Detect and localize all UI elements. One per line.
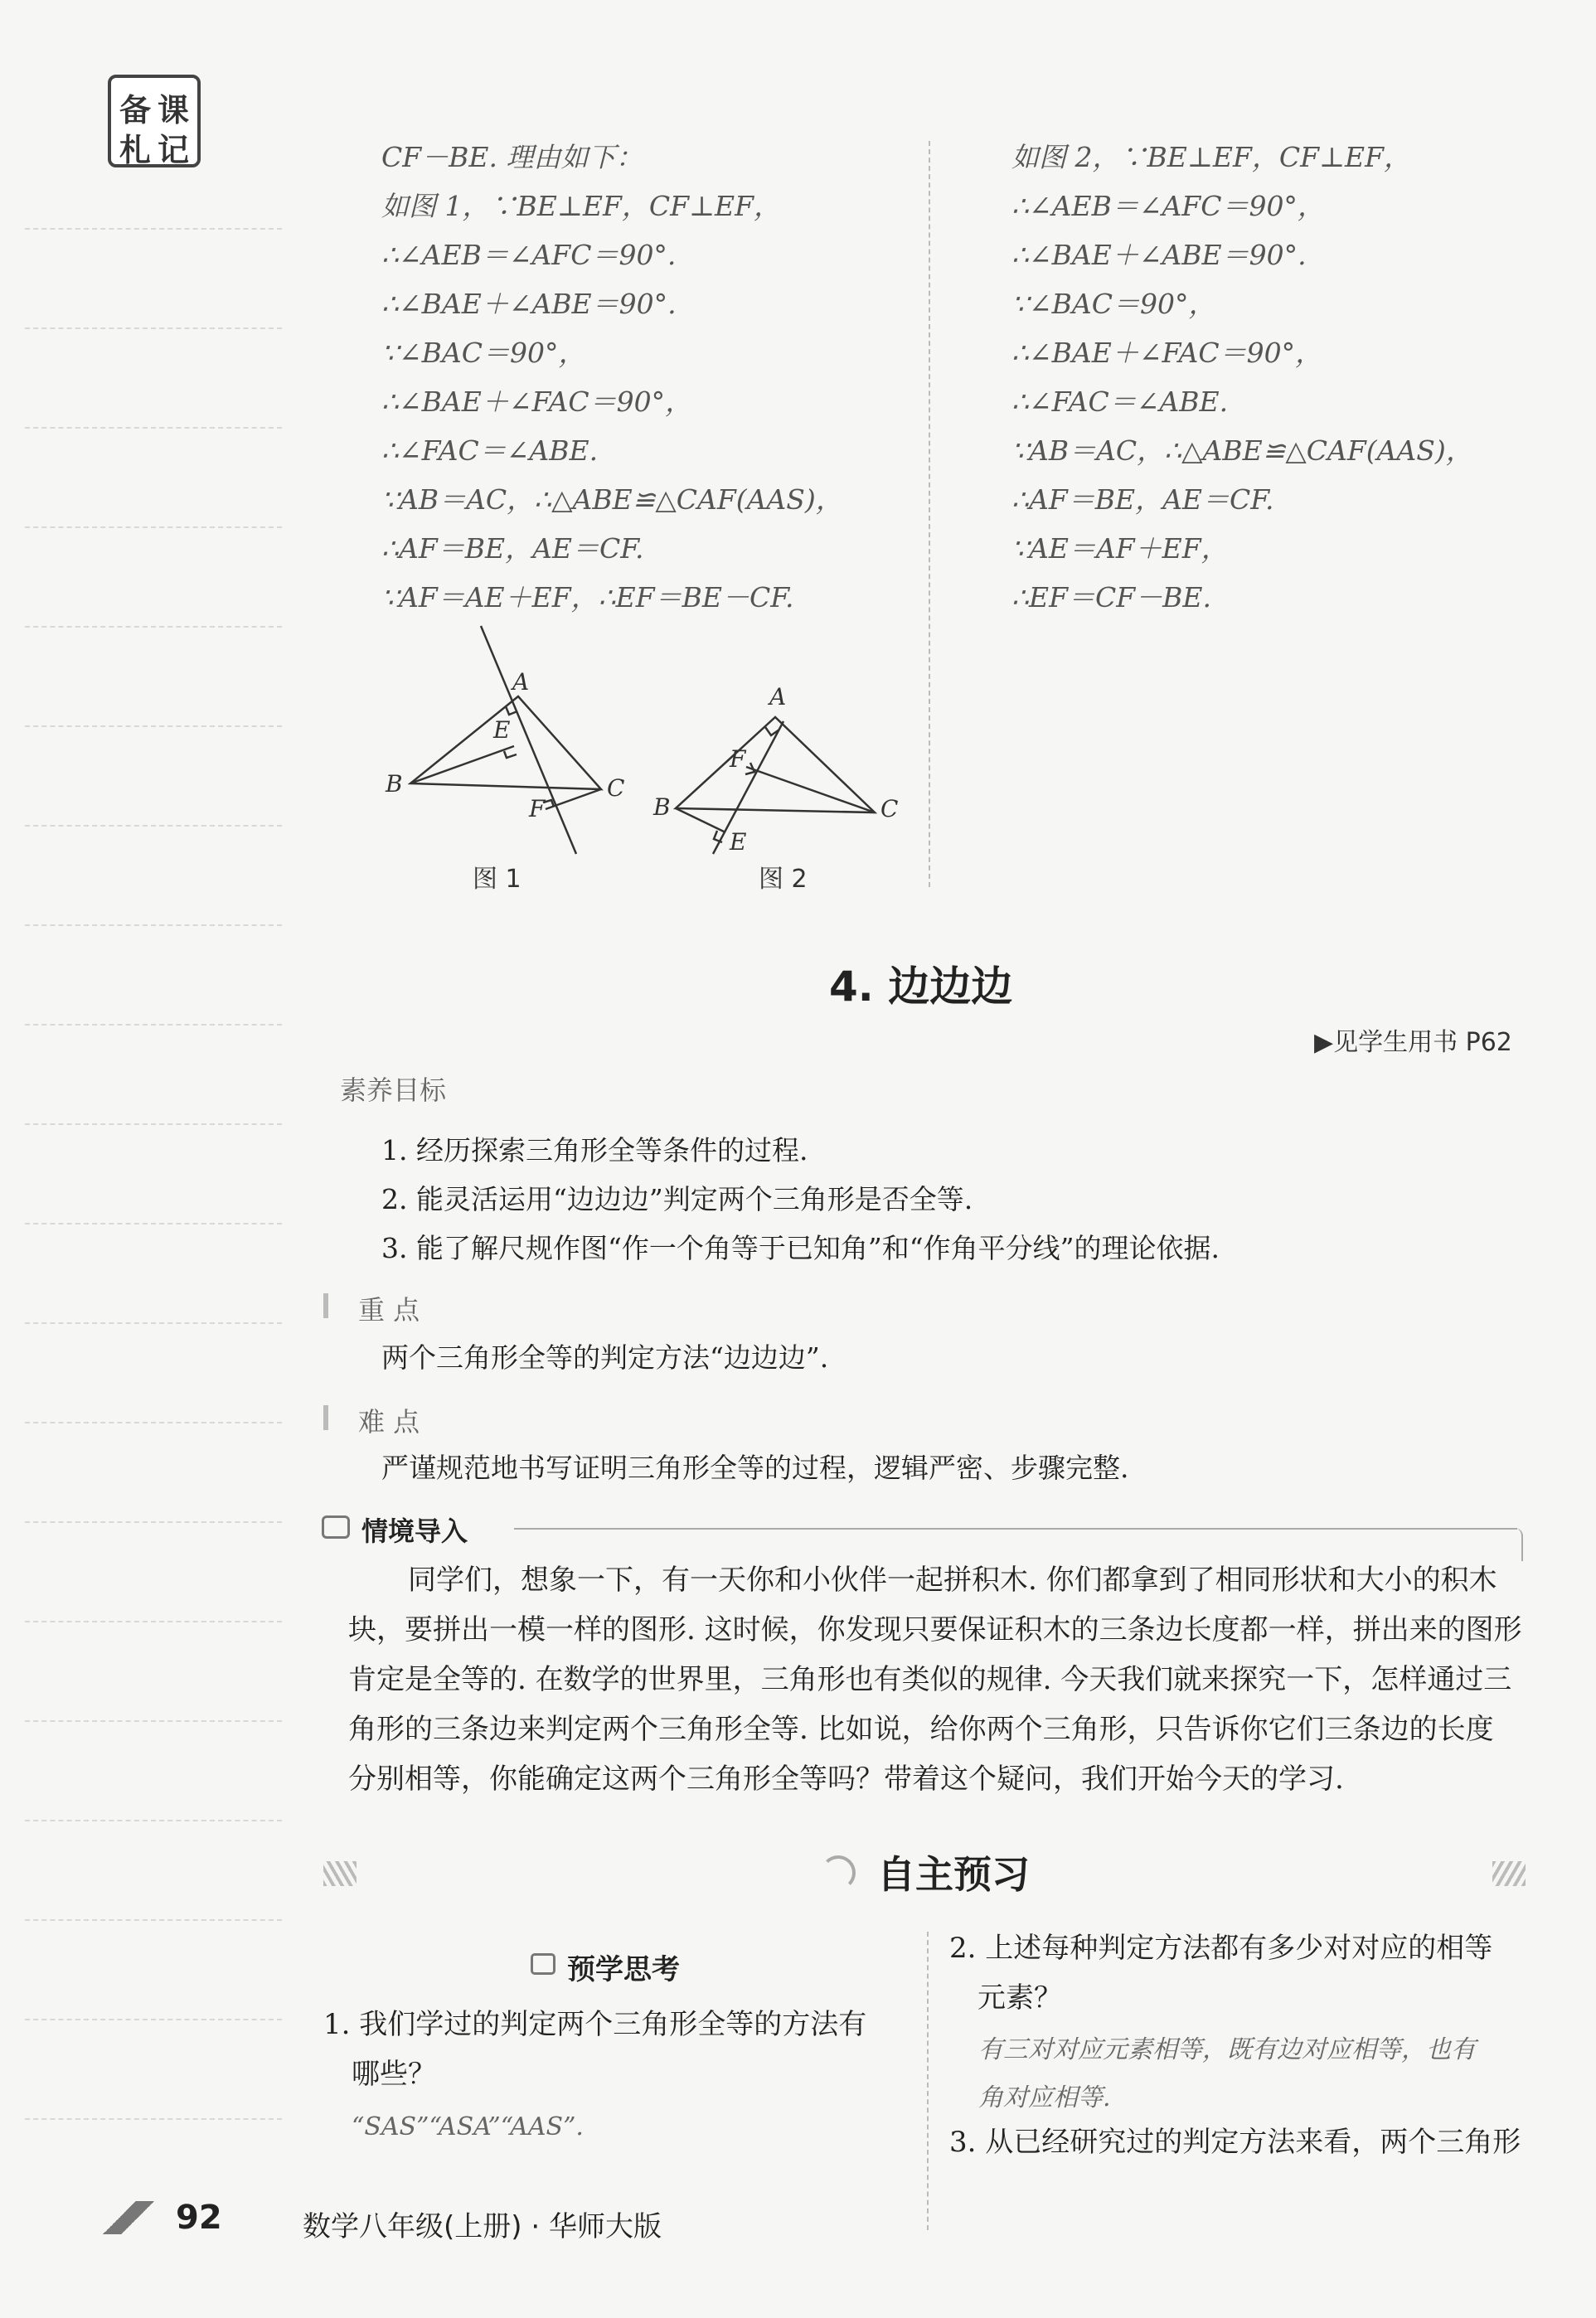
answer-line: ∴∠AEB＝∠AFC＝90°. [381,239,677,271]
badge-char-3: 札 [119,132,152,168]
margin-line [25,1024,282,1026]
answer-line: ∵∠BAC＝90°， [1011,288,1216,320]
answer-line: ∵∠BAC＝90°， [381,337,586,369]
goal-2: 2. 能灵活运用“边边边”判定两个三角形是否全等. [381,1183,973,1215]
fig2-label-b: B [653,793,671,821]
subtitle: 预学思考 [567,1953,680,1986]
fig1-label-a: A [512,668,530,696]
fig1-right-angle-e [504,751,517,758]
notes-badge [108,75,201,167]
figure-2-caption: 图 2 [759,865,808,894]
figure-1-caption: 图 1 [473,865,521,894]
margin-line [25,427,282,429]
margin-line [25,1919,282,1921]
subtitle-icon [531,1953,555,1975]
margin-line [25,2019,282,2020]
margin-line [25,1422,282,1423]
intro-line: 肯定是全等的. 在数学的世界里，三角形也有类似的规律. 今天我们就来探究一下，怎样通过三 [348,1663,1512,1696]
goals-label: 素养目标 [340,1074,447,1106]
answer-line: 如图 2，∵BE⊥EF，CF⊥EF， [1011,141,1412,173]
margin-line [25,526,282,528]
answer-line: ∴∠AEB＝∠AFC＝90°， [1011,190,1325,222]
banner-left-deco [323,1861,357,1886]
answer-line: 如图 1，∵BE⊥EF，CF⊥EF， [381,190,782,222]
fig2-label-f: F [730,745,746,773]
fig2-label-c: C [880,795,899,822]
answer-line: ∵AE＝AF＋EF， [1011,532,1229,565]
question-3: 3. 从已经研究过的判定方法来看，两个三角形 [949,2126,1521,2159]
q2-line: 2. 上述每种判定方法都有多少对对应的相等 [949,1932,1493,1965]
answer-line: ∴∠BAE＋∠FAC＝90°， [1011,337,1323,369]
fig1-label-b: B [386,770,403,798]
answer-line: ∴EF＝CF－BE. [1011,581,1211,613]
difficulty-label: 难 点 [358,1406,420,1438]
margin-line [25,825,282,827]
answer-line: ∴∠FAC＝∠ABE. [1011,386,1229,418]
fig2-line-be [676,808,725,832]
margin-line [25,924,282,926]
margin-line [25,725,282,727]
fig2-line-cf [746,767,875,812]
a2-line: 有三对对应元素相等，既有边对应相等，也有 [978,2035,1476,2064]
answer-line: ∴∠FAC＝∠ABE. [381,434,599,467]
margin-line [25,2118,282,2120]
answer-line: ∴AF＝BE，AE＝CF. [381,532,644,565]
q1-line: 1. 我们学过的判定两个三角形全等的方法有 [323,2008,867,2041]
preview-column-divider [927,1932,929,2230]
question-1 [323,2000,920,2099]
margin-line [25,228,282,230]
answer-line: CF－BE. 理由如下： [381,141,643,173]
margin-line [25,1521,282,1523]
geometry-figures [365,613,929,895]
fig2-label-e: E [730,828,747,856]
footer-deco [99,2201,158,2234]
margin-line [25,1322,282,1324]
margin-line [25,626,282,628]
intro-line: 分别相等，你能确定这两个三角形全等吗？带着这个疑问，我们开始今天的学习. [348,1763,1344,1796]
intro-label: 情境导入 [361,1515,468,1547]
margin-line [25,1223,282,1224]
intro-icon [322,1515,350,1539]
answer-line: ∴∠BAE＋∠ABE＝90°. [381,288,677,320]
answer-line: ∵AB＝AC，∴△ABE≌△CAF(AAS)， [1011,434,1473,467]
badge-char-2: 课 [158,92,190,129]
intro-divider [514,1528,1517,1530]
preview-title: 自主预习 [877,1852,1030,1897]
section-title: 4. 边边边 [829,963,1013,1011]
margin-line [25,1123,282,1125]
margin-line [25,1621,282,1622]
margin-line [25,1820,282,1821]
fig1-label-e: E [493,716,511,744]
key-text: 两个三角形全等的判定方法“边边边”. [381,1341,829,1374]
fig1-line-be [410,746,514,783]
a2-line: 角对应相等. [978,2083,1111,2112]
intro-line: 同学们，想象一下，有一天你和小伙伴一起拼积木. 你们都拿到了相同形状和大小的积木 [408,1564,1497,1597]
answer-line: ∴AF＝BE，AE＝CF. [1011,483,1274,516]
column-divider [929,141,930,887]
fig1-label-c: C [607,774,625,802]
fig1-label-f: F [529,795,546,822]
q2-line: 元素？ [977,1981,1062,2015]
intro-line: 角形的三条边来判定两个三角形全等. 比如说，给你两个三角形，只告诉你它们三条边的长度 [348,1713,1494,1746]
answer-line: ∵AF＝AE＋EF，∴EF＝BE－CF. [381,581,794,613]
answer-line: ∴∠BAE＋∠FAC＝90°， [381,386,693,418]
answer-right-column [1011,133,1473,622]
answer-2 [978,2026,1476,2122]
margin-line [25,1720,282,1722]
intro-line: 块，要拼出一模一样的图形. 这时候，你发现只要保证积木的三条边长度都一样，拼出来的图形 [348,1613,1522,1646]
question-2 [949,1923,1546,2023]
difficulty-text: 严谨规范地书写证明三角形全等的过程，逻辑严密、步骤完整. [381,1452,1129,1484]
student-book-reference: ▶见学生用书 P62 [1314,1028,1512,1057]
key-label: 重 点 [358,1294,420,1326]
book-title: 数学八年级(上册) · 华师大版 [303,2210,662,2243]
goal-1: 1. 经历探索三角形全等条件的过程. [381,1134,808,1166]
badge-char-4: 记 [158,132,190,168]
difficulty-marker [323,1405,328,1430]
fig2-label-a: A [769,683,787,710]
goal-3: 3. 能了解尺规作图“作一个角等于已知角”和“作角平分线”的理论依据. [381,1232,1220,1264]
badge-char-1: 备 [119,92,152,129]
answer-left-column [381,133,843,622]
key-marker [323,1293,328,1318]
q1-line: 哪些？ [352,2058,436,2091]
page-number: 92 [176,2199,222,2237]
banner-right-deco [1492,1861,1526,1886]
preview-icon [821,1855,856,1890]
answer-line: ∵AB＝AC，∴△ABE≌△CAF(AAS)， [381,483,843,516]
margin-line [25,327,282,329]
intro-paragraph [348,1555,1526,1804]
answer-1: “SAS”“ASA”“AAS”. [352,2112,584,2141]
answer-line: ∴∠BAE＋∠ABE＝90°. [1011,239,1307,271]
